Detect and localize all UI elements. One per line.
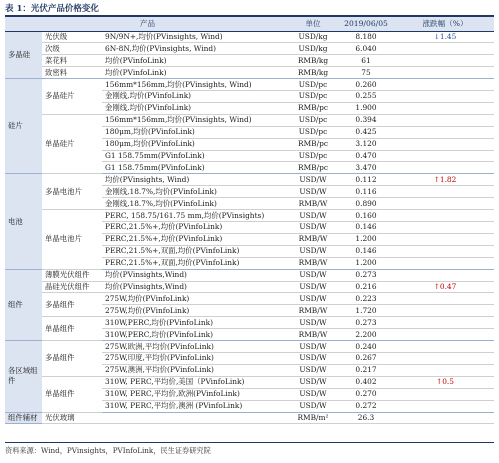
change-cell — [396, 43, 494, 55]
source-note: 资料来源：Wind，PVinsights，PVInfoLink，民生证券研究院 — [5, 446, 211, 455]
subcategory-multi-cell: 多晶电池片 — [42, 174, 102, 210]
product-cell: 均价(PVinsights, Wind) — [102, 174, 290, 186]
change-cell — [396, 162, 494, 174]
product-cell: 310W,PERC,均价(PVinfoLink) — [102, 329, 290, 341]
subcategory-region-multi: 多晶组件 — [42, 341, 102, 377]
price-cell: 0.160 — [336, 210, 396, 222]
product-cell: 156mm*156mm,均价(PVinsights, Wind) — [102, 114, 290, 126]
price-cell: 1.900 — [336, 102, 396, 114]
table-title: 表 1：光伏产品价格变化 — [5, 4, 99, 14]
change-cell: ↑0.47 — [396, 281, 494, 293]
price-cell: 0.273 — [336, 269, 396, 281]
price-cell: 1.200 — [336, 257, 396, 269]
change-cell — [396, 198, 494, 210]
subcategory-mono-module: 单晶组件 — [42, 317, 102, 341]
product-cell: 6N-8N,均价(PVinsights, Wind) — [102, 43, 290, 55]
product-cell: PERC,21.5%+,均价(PVinfoLink) — [102, 233, 290, 245]
change-cell — [396, 352, 494, 364]
product-cell: 310W, PERC,平均价,美国（PVinfoLink) — [102, 376, 290, 388]
price-cell: 0.267 — [336, 352, 396, 364]
product-cell: 310W, PERC,平均价,欧洲(PVinfoLink) — [102, 388, 290, 400]
subcategory: 次级 — [42, 43, 102, 55]
unit-cell: USD/W — [290, 281, 336, 293]
table-row — [5, 67, 494, 79]
product-cell: 156mm*156mm,均价(PVinsights, Wind) — [102, 79, 290, 91]
unit-cell: USD/W — [290, 352, 336, 364]
product-cell: 310W, PERC,平均价,澳洲 (PVinfoLink) — [102, 400, 290, 412]
product-cell: PERC, 158.75/161.75 mm,均价(PVinsights) — [102, 210, 290, 222]
product-cell: 180μm,均价(PVinfoLink) — [102, 138, 290, 150]
subcategory-mono-wafer: 单晶硅片 — [42, 114, 102, 174]
product-cell: 275W,均价(PVinfoLink) — [102, 305, 290, 317]
product-cell: 275W,均价(PVinfoLink) — [102, 293, 290, 305]
price-cell: 0.216 — [336, 281, 396, 293]
header-change: 涨跌幅（%） — [396, 17, 494, 31]
change-cell — [396, 138, 494, 150]
unit-cell: RMB/W — [290, 305, 336, 317]
category-cell: 电池 — [5, 174, 42, 269]
category-wafer: 硅片 — [5, 79, 42, 174]
price-cell: 0.273 — [336, 317, 396, 329]
unit-cell: USD/W — [290, 388, 336, 400]
table-row — [5, 43, 494, 55]
category-polysilicon: 多晶硅 — [5, 31, 42, 79]
unit-cell: USD/W — [290, 210, 336, 222]
change-cell — [396, 222, 494, 234]
change-cell — [396, 293, 494, 305]
price-cell: 0.402 — [336, 376, 396, 388]
unit-cell: USD/pc — [290, 150, 336, 162]
change-cell — [396, 269, 494, 281]
product-cell: 金刚线,18.7%,均价(PVinfoLink) — [102, 198, 290, 210]
header-date: 2019/06/05 — [336, 17, 396, 31]
unit-cell: RMB/pc — [290, 102, 336, 114]
unit-cell: USD/pc — [290, 79, 336, 91]
header-row — [5, 17, 494, 31]
subcategory: 致密料 — [42, 67, 102, 79]
table-row — [5, 341, 494, 353]
price-cell: 3.470 — [336, 162, 396, 174]
table-row — [5, 79, 494, 91]
price-cell: 0.116 — [336, 186, 396, 198]
footer-rule — [5, 442, 494, 443]
price-cell: 8.180 — [336, 31, 396, 43]
price-table — [5, 17, 494, 424]
change-cell: ↑1.82 — [396, 174, 494, 186]
price-cell: 1.720 — [336, 305, 396, 317]
table-row — [5, 210, 494, 222]
change-cell — [396, 400, 494, 412]
unit-cell: USD/W — [290, 174, 336, 186]
subcategory: 菜花料 — [42, 55, 102, 67]
product-cell: G1 158.75mm(PVinfoLink) — [102, 162, 290, 174]
subcategory-region-mono: 单晶组件 — [42, 376, 102, 412]
change-cell — [396, 210, 494, 222]
subcategory-thin-film: 薄膜光伏组件 — [42, 269, 102, 281]
unit-cell: USD/W — [290, 317, 336, 329]
product-cell: PERC,21.5%+,均价(PVinfoLink) — [102, 222, 290, 234]
product-cell: 均价(PVinsights,Wind) — [102, 269, 290, 281]
change-cell: ↑0.5 — [396, 376, 494, 388]
header-product: 产品 — [5, 17, 290, 31]
unit-cell: RMB/kg — [290, 67, 336, 79]
price-cell: 0.394 — [336, 114, 396, 126]
product-cell: PERC,21.5%+,双面,均价(PVinfoLink) — [102, 257, 290, 269]
change-cell — [396, 341, 494, 353]
unit-cell: USD/W — [290, 364, 336, 376]
subcategory-multi-wafer: 多晶硅片 — [42, 79, 102, 115]
unit-cell: USD/W — [290, 245, 336, 257]
unit-cell: USD/pc — [290, 91, 336, 103]
change-cell — [396, 55, 494, 67]
price-cell: 1.200 — [336, 233, 396, 245]
unit-cell: RMB/W — [290, 329, 336, 341]
category-aux: 组件辅材 — [5, 412, 42, 424]
product-cell: 金刚线,均价(PVinfoLink) — [102, 91, 290, 103]
table-row — [5, 376, 494, 388]
unit-cell: RMB/m² — [290, 412, 336, 424]
price-cell: 6.040 — [336, 43, 396, 55]
change-cell — [396, 329, 494, 341]
change-cell: ↓1.45 — [396, 31, 494, 43]
product-cell: 180μm,均价(PVinfoLink) — [102, 126, 290, 138]
subcategory-mono-cell: 单晶电池片 — [42, 210, 102, 270]
unit-cell: USD/W — [290, 186, 336, 198]
price-cell: 2.200 — [336, 329, 396, 341]
product-cell: 金刚线,18.7%,均价(PVinfoLink) — [102, 186, 290, 198]
change-cell — [396, 257, 494, 269]
unit-cell: USD/W — [290, 269, 336, 281]
unit-cell: USD/W — [290, 222, 336, 234]
table-row — [5, 412, 494, 424]
price-cell: 0.112 — [336, 174, 396, 186]
price-cell: 75 — [336, 67, 396, 79]
product-cell — [102, 412, 290, 424]
price-cell: 0.270 — [336, 388, 396, 400]
change-cell — [396, 317, 494, 329]
table-row — [5, 269, 494, 281]
product-cell: 275W,印度,平均价(PVinfoLink) — [102, 352, 290, 364]
change-cell — [396, 126, 494, 138]
unit-cell: USD/kg — [290, 43, 336, 55]
change-cell — [396, 412, 494, 424]
category-regional-module: 各区域组件 — [5, 341, 42, 412]
subcategory-multi-module: 多晶组件 — [42, 293, 102, 317]
price-cell: 3.120 — [336, 138, 396, 150]
product-cell: 均价(PVinfoLink) — [102, 67, 290, 79]
change-cell — [396, 67, 494, 79]
unit-cell: RMB/pc — [290, 138, 336, 150]
price-cell: 0.255 — [336, 91, 396, 103]
change-cell — [396, 233, 494, 245]
product-cell: 275W,欧洲,平均价(PVinfoLink) — [102, 341, 290, 353]
unit-cell: USD/kg — [290, 31, 336, 43]
table-row — [5, 31, 494, 43]
product-cell: 均价(PVinfoLink) — [102, 55, 290, 67]
product-cell: 金刚线,均价(PVinfoLink) — [102, 102, 290, 114]
change-cell — [396, 91, 494, 103]
unit-cell: USD/W — [290, 376, 336, 388]
product-cell: G1 158.75mm(PVinfoLink) — [102, 150, 290, 162]
unit-cell: USD/pc — [290, 126, 336, 138]
change-cell — [396, 305, 494, 317]
unit-cell: RMB/W — [290, 198, 336, 210]
table-row — [5, 114, 494, 126]
price-cell: 0.223 — [336, 293, 396, 305]
unit-cell: RMB/pc — [290, 162, 336, 174]
price-cell: 0.470 — [336, 150, 396, 162]
change-cell — [396, 245, 494, 257]
table-row — [5, 317, 494, 329]
unit-cell: USD/W — [290, 293, 336, 305]
subcategory-glass: 光伏玻璃 — [42, 412, 102, 424]
product-cell: 均价(PVinsights,Wind) — [102, 281, 290, 293]
unit-cell: USD/W — [290, 400, 336, 412]
table-row — [5, 281, 494, 293]
unit-cell: RMB/W — [290, 257, 336, 269]
change-cell — [396, 79, 494, 91]
price-cell: 0.425 — [336, 126, 396, 138]
unit-cell: RMB/W — [290, 233, 336, 245]
price-cell: 0.272 — [336, 400, 396, 412]
table-row — [5, 293, 494, 305]
header-unit: 单位 — [290, 17, 336, 31]
price-cell: 0.146 — [336, 245, 396, 257]
category-module: 组件 — [5, 269, 42, 340]
price-cell: 26.3 — [336, 412, 396, 424]
product-cell: 9N/9N+,均价(PVinsights, Wind) — [102, 31, 290, 43]
product-cell: PERC,21.5%+,双面,均价(PVinfoLink) — [102, 245, 290, 257]
change-cell — [396, 388, 494, 400]
price-cell: 0.240 — [336, 341, 396, 353]
price-cell: 0.217 — [336, 364, 396, 376]
price-cell: 0.890 — [336, 198, 396, 210]
price-cell: 0.146 — [336, 222, 396, 234]
change-cell — [396, 114, 494, 126]
unit-cell: USD/pc — [290, 114, 336, 126]
unit-cell: RMB/kg — [290, 55, 336, 67]
change-cell — [396, 186, 494, 198]
unit-cell: USD/W — [290, 341, 336, 353]
price-cell: 0.260 — [336, 79, 396, 91]
product-cell: 275W,澳洲,平均价(PVinfoLink) — [102, 364, 290, 376]
table-row — [5, 174, 494, 186]
price-cell: 61 — [336, 55, 396, 67]
product-cell: 310W,PERC,均价(PVinfoLink) — [102, 317, 290, 329]
subcategory-crystal: 晶硅光伏组件 — [42, 281, 102, 293]
change-cell — [396, 102, 494, 114]
change-cell — [396, 364, 494, 376]
table-row — [5, 55, 494, 67]
change-cell — [396, 150, 494, 162]
subcategory: 光伏级 — [42, 31, 102, 43]
